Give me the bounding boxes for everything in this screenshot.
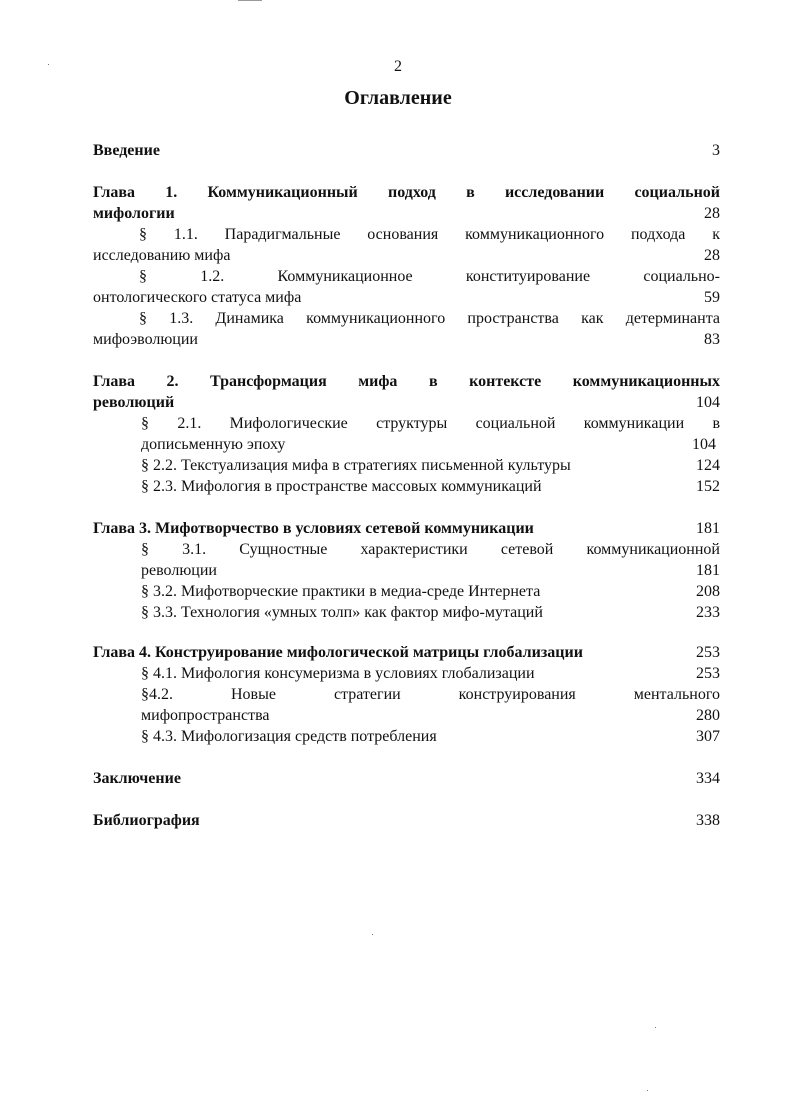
toc-section-4-3[interactable] bbox=[93, 726, 720, 747]
toc-section-label: §4.2. Новые стратегии конструирования ментального bbox=[141, 686, 720, 703]
toc-section-4-2[interactable] bbox=[93, 684, 720, 726]
toc-section-label: § 3.2. Мифотворческие практики в медиа-среде Интернета bbox=[141, 583, 541, 600]
toc-entry-page: 3 bbox=[712, 142, 720, 159]
toc-section-label-cont: мифоэволюции bbox=[93, 331, 198, 348]
toc-section-label-cont: дописьменную эпоху bbox=[141, 436, 286, 453]
toc-section-2-3[interactable] bbox=[93, 476, 720, 497]
toc-section-label: § 4.3. Мифологизация средств потребления bbox=[141, 728, 437, 745]
scan-artifact bbox=[238, 0, 262, 1]
toc-entry-page: 338 bbox=[696, 812, 720, 829]
toc-entry-page: 253 bbox=[696, 665, 720, 682]
toc-section-label: § 1.1. Парадигмальные основания коммуникационного подхода к bbox=[139, 226, 720, 243]
toc-section-2-2[interactable] bbox=[93, 455, 720, 476]
toc-section-3-2[interactable] bbox=[93, 581, 720, 602]
scan-speck bbox=[372, 934, 373, 935]
toc-section-label: § 4.1. Мифология консумеризма в условиях глобализации bbox=[141, 665, 535, 682]
toc-entry-page: 152 bbox=[696, 478, 720, 495]
toc-entry-conclusion[interactable] bbox=[93, 768, 720, 789]
page-number: 2 bbox=[394, 58, 402, 75]
toc-section-label-cont: революции bbox=[141, 562, 217, 579]
toc-section-label: § 2.3. Мифология в пространстве массовых коммуникаций bbox=[141, 478, 542, 495]
toc-entry-page: 28 bbox=[704, 205, 720, 222]
toc-entry-page: 280 bbox=[696, 707, 720, 724]
toc-entry-page: 104 bbox=[696, 394, 720, 411]
toc-entry-page: 307 bbox=[696, 728, 720, 745]
toc-section-label-cont: исследованию мифа bbox=[93, 247, 231, 264]
toc-entry-page: 233 bbox=[696, 604, 720, 621]
toc-chapter-label-cont: революций bbox=[93, 394, 175, 411]
toc-entry-bibliography[interactable] bbox=[93, 810, 720, 831]
toc-entry-label: Введение bbox=[93, 142, 160, 159]
toc-section-1-1[interactable] bbox=[93, 224, 720, 266]
toc-entry-page: 124 bbox=[696, 457, 720, 474]
toc-section-label: § 2.1. Мифологические структуры социальной коммуникации в bbox=[141, 415, 720, 432]
table-of-contents bbox=[93, 140, 720, 831]
toc-chapter-3[interactable] bbox=[93, 518, 720, 539]
toc-section-label: § 3.1. Сущностные характеристики сетевой коммуникационной bbox=[141, 541, 720, 558]
toc-section-3-1[interactable] bbox=[93, 539, 720, 581]
toc-section-label-cont: мифопространства bbox=[141, 707, 270, 724]
toc-section-2-1[interactable] bbox=[93, 413, 720, 455]
toc-entry-label: Заключение bbox=[93, 770, 181, 787]
toc-entry-page: 83 bbox=[704, 331, 720, 348]
toc-section-1-3[interactable] bbox=[93, 308, 720, 350]
toc-entry-page: 59 bbox=[704, 289, 720, 306]
toc-chapter-label: Глава 1. Коммуникационный подход в исследовании социальной bbox=[93, 184, 720, 201]
toc-section-4-1[interactable] bbox=[93, 663, 720, 684]
toc-section-3-3[interactable] bbox=[93, 602, 720, 623]
toc-entry-label: Библиография bbox=[93, 812, 200, 829]
toc-chapter-label-cont: мифологии bbox=[93, 205, 175, 222]
scan-speck bbox=[647, 1090, 648, 1091]
toc-entry-page: 181 bbox=[696, 562, 720, 579]
toc-section-label-cont: онтологического статуса мифа bbox=[93, 289, 302, 306]
toc-entry-intro[interactable] bbox=[93, 140, 720, 161]
toc-entry-page: 28 bbox=[704, 247, 720, 264]
toc-chapter-1[interactable] bbox=[93, 182, 720, 224]
toc-chapter-2[interactable] bbox=[93, 371, 720, 413]
toc-chapter-label: Глава 4. Конструирование мифологической матрицы глобализации bbox=[93, 644, 583, 661]
toc-section-label: § 3.3. Технология «умных толп» как фактор мифо-мутаций bbox=[141, 604, 543, 621]
toc-chapter-label: Глава 3. Мифотворчество в условиях сетевой коммуникации bbox=[93, 520, 534, 537]
toc-section-label: § 1.3. Динамика коммуникационного пространства как детерминанта bbox=[139, 310, 720, 327]
toc-entry-page: 334 bbox=[696, 770, 720, 787]
toc-entry-page: 253 bbox=[696, 644, 720, 661]
toc-chapter-4[interactable] bbox=[93, 642, 720, 663]
toc-chapter-label: Глава 2. Трансформация мифа в контексте коммуникационных bbox=[93, 373, 720, 390]
page-title: Оглавление bbox=[344, 87, 452, 109]
toc-entry-page: 208 bbox=[696, 583, 720, 600]
toc-section-label: § 1.2. Коммуникационное конституирование социально- bbox=[139, 268, 720, 285]
toc-section-label: § 2.2. Текстуализация мифа в стратегиях письменной культуры bbox=[141, 457, 571, 474]
toc-section-1-2[interactable] bbox=[93, 266, 720, 308]
scan-speck bbox=[655, 1027, 656, 1028]
toc-entry-page: 104 bbox=[692, 436, 716, 453]
toc-entry-page: 181 bbox=[696, 520, 720, 537]
